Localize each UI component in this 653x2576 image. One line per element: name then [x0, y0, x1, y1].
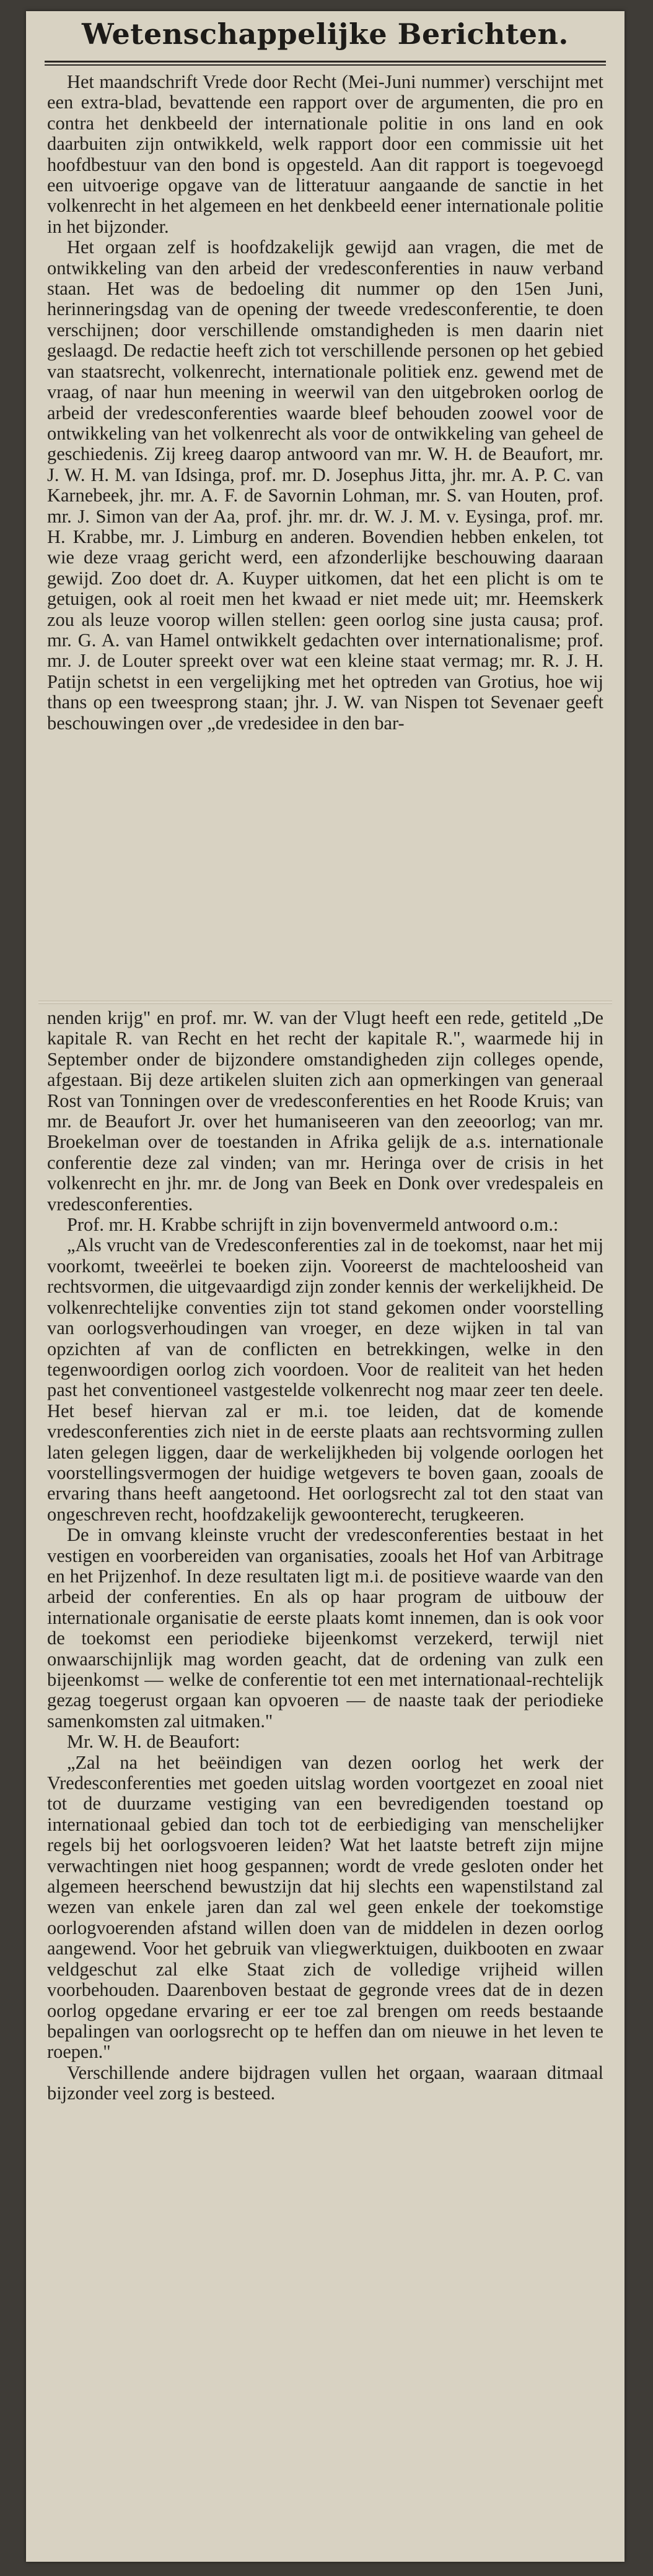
paragraph: nenden krijg" en prof. mr. W. van der Vlugt heeft een rede, getiteld „De kapitale R. van Recht en het recht der kapitale R.", waarmede hij in September onder de bijzondere omstandigheden zijn colleges opende, afgestaan. Bij deze artikelen sluiten zich aan opmerkingen van generaal Rost van Tonningen over de vredesconferenties en het Roode Kruis; van mr. de Beaufort Jr. over het humaniseeren van den zeeoorlog; van mr. Broekelman over de toestanden in Afrika gelijk de a.s. internationale conferentie deze zal vinden; van mr. Heringa over de crisis in het volkenrecht en jhr. mr. de Jong van Beek en Donk over vredespaleis en vredesconferenties. — [47, 1007, 603, 1215]
clipping-seam — [38, 1000, 612, 1004]
quote-krabbe-2: De in omvang kleinste vrucht der vredesconferenties bestaat in het vestigen en voorbereiden van organisaties, zooals het Hof van Arbitrage en het Prijzenhof. In deze resultaten ligt m.i. de positieve waarde van den arbeid der conferenties. En als op haar program de uitbouw der internationale organisatie de eerste plaats komt innemen, dan is ook voor de toekomst een periodieke bijeenkomst verzekerd, terwijl niet onwaarschijnlijk mag worden geacht, dat de ordening van zulk een bijeenkomst — welke de conferentie tot een met internationaal-rechtelijk gezag toegerust orgaan kan opvoeren — de naaste taak der periodieke samenkomsten zal uitmaken." — [47, 1524, 603, 1732]
quote-krabbe-1: „Als vrucht van de Vredesconferenties zal in de toekomst, naar het mij voorkomt, tweeërlei te boeken zijn. Vooreerst de machteloosheid van rechtsvormen, die uitgevaardigd zijn zonder kennis der werkelijkheid. De volkenrechtelijke conventies zijn tot stand gekomen onder voorstelling van oorlogsverhoudingen van vroeger, en deze wijken in tal van opzichten af van de conflicten en betrekkingen, welke in den tegenwoordigen oorlog zich voordoen. Voor de realiteit van het heden past het conventioneel vastgestelde volkenrecht nog maar zeer ten deele. Het besef hiervan zal er m.i. toe leiden, dat de komende vredesconferenties zich niet in de eerste plaats aan rechtsvorming zullen laten gelegen liggen, daar de werkelijkheden bij volgende oorlogen het voorstellingsvermogen der huidige wetgevers te boven gaan, zooals de ervaring thans heeft aangetoond. Het oorlogsrecht zal tot den staat van ongeschreven recht, hoofdzakelijk gewoonterecht, terugkeeren. — [47, 1234, 603, 1525]
paragraph-closing: Verschillende andere bijdragen vullen het orgaan, waaraan ditmaal bijzonder veel zorg is besteed. — [47, 2062, 603, 2104]
title-rule-thin — [45, 64, 606, 66]
article-title: Wetenschappelijke Berichten. — [82, 17, 569, 51]
article-column-top — [47, 72, 603, 734]
quote-de-beaufort: „Zal na het beëindigen van dezen oorlog het werk der Vredesconferenties met goeden uitslag worden voortgezet en zooal niet tot de duurzame vestiging van een bevredigenden toestand op internationaal gebied dan toch tot de eerbiediging van menschelijker regels bij het oorlogsvoeren leiden? Wat het laatste betreft zijn mijne verwachtingen niet hoog gespannen; wordt de vrede gesloten onder het algemeen heerschend bewustzijn dat hij slechts een wapenstilstand zal wezen van enkele jaren dan zal wel geen enkele der toekomstige oorlogvoerenden afstand willen doen van de middelen in dezen oorlog aangewend. Voor het gebruik van vliegwerktuigen, duikbooten en zwaar veldgeschut zal elke Staat zich de volledige vrijheid willen voorbehouden. Daarenboven bestaat de gegronde vrees dat de in dezen oorlog opgedane ervaring er eer toe zal brengen om reeds bestaande bepalingen van oorlogsrecht op te heffen dan om nieuwe in het leven te roepen." — [47, 1751, 603, 2063]
paragraph: Het maandschrift Vrede door Recht (Mei-Juni nummer) verschijnt met een extra-blad, bevattende een rapport over de argumenten, die pro en contra het denkbeeld der internationale politie in ons land en ook daarbuiten zijn ontwikkeld, welk rapport door een commissie uit het hoofdbestuur van den bond is opgesteld. Aan dit rapport is toegevoegd een uitvoerige opgave van de litteratuur aangaande de sanctie in het volkenrecht in het algemeen en het denkbeeld eener internationale politie in het bijzonder. — [47, 71, 603, 237]
paragraph: Het orgaan zelf is hoofdzakelijk gewijd aan vragen, die met de ontwikkeling van den arbeid der vredesconferenties in nauw verband staan. Het was de bedoeling dit nummer op den 15en Juni, herinneringsdag van de opening der tweede vredesconferentie, te doen verschijnen; door verschillende omstandigheden is men daarin niet geslaagd. De redactie heeft zich tot verschillende personen op het gebied van staatsrecht, volkenrecht, internationale politiek enz. gewend met de vraag, of naar hun meening in weerwil van den uitgebroken oorlog de arbeid der vredesconferenties waarde bleef behouden zoowel voor de ontwikkeling van het volkenrecht als voor de ontwikkeling van geheel de geschiedenis. Zij kreeg daarop antwoord van mr. W. H. de Beaufort, mr. J. W. H. M. van Idsinga, prof. mr. D. Josephus Jitta, jhr. mr. A. P. C. van Karnebeek, jhr. mr. A. F. de Savornin Lohman, mr. S. van Houten, prof. mr. J. Simon van der Aa, prof. jhr. mr. dr. W. J. M. v. Eysinga, prof. mr. H. Krabbe, mr. J. Limburg en anderen. Bovendien hebben enkelen, tot wie deze vraag gericht werd, een afzonderlijke beschouwing daaraan gewijd. Zoo doet dr. A. Kuyper uitkomen, dat het een plicht is om te getuigen, ook al roeit men het kwaad er niet mede uit; mr. Heemskerk zou als leuze voorop willen stellen: geen oorlog sine justa causa; prof. mr. G. A. van Hamel ontwikkelt gedachten over internationalisme; prof. mr. J. de Louter spreekt over wat een kleine staat vermag; mr. R. J. H. Patijn schetst in een vergelijking met het optreden van Grotius, hoe wij thans op een tweesprong staan; jhr. J. W. van Nispen tot Sevenaer geeft beschouwingen over „de vredesidee in den bar- — [47, 236, 603, 734]
newspaper-clipping — [26, 11, 625, 2562]
article-column-bottom — [47, 1008, 603, 2104]
title-rule — [45, 61, 606, 63]
paragraph: Mr. W. H. de Beaufort: — [67, 1731, 240, 1753]
paragraph: Prof. mr. H. Krabbe schrijft in zijn bovenvermeld antwoord o.m.: — [67, 1214, 559, 1236]
